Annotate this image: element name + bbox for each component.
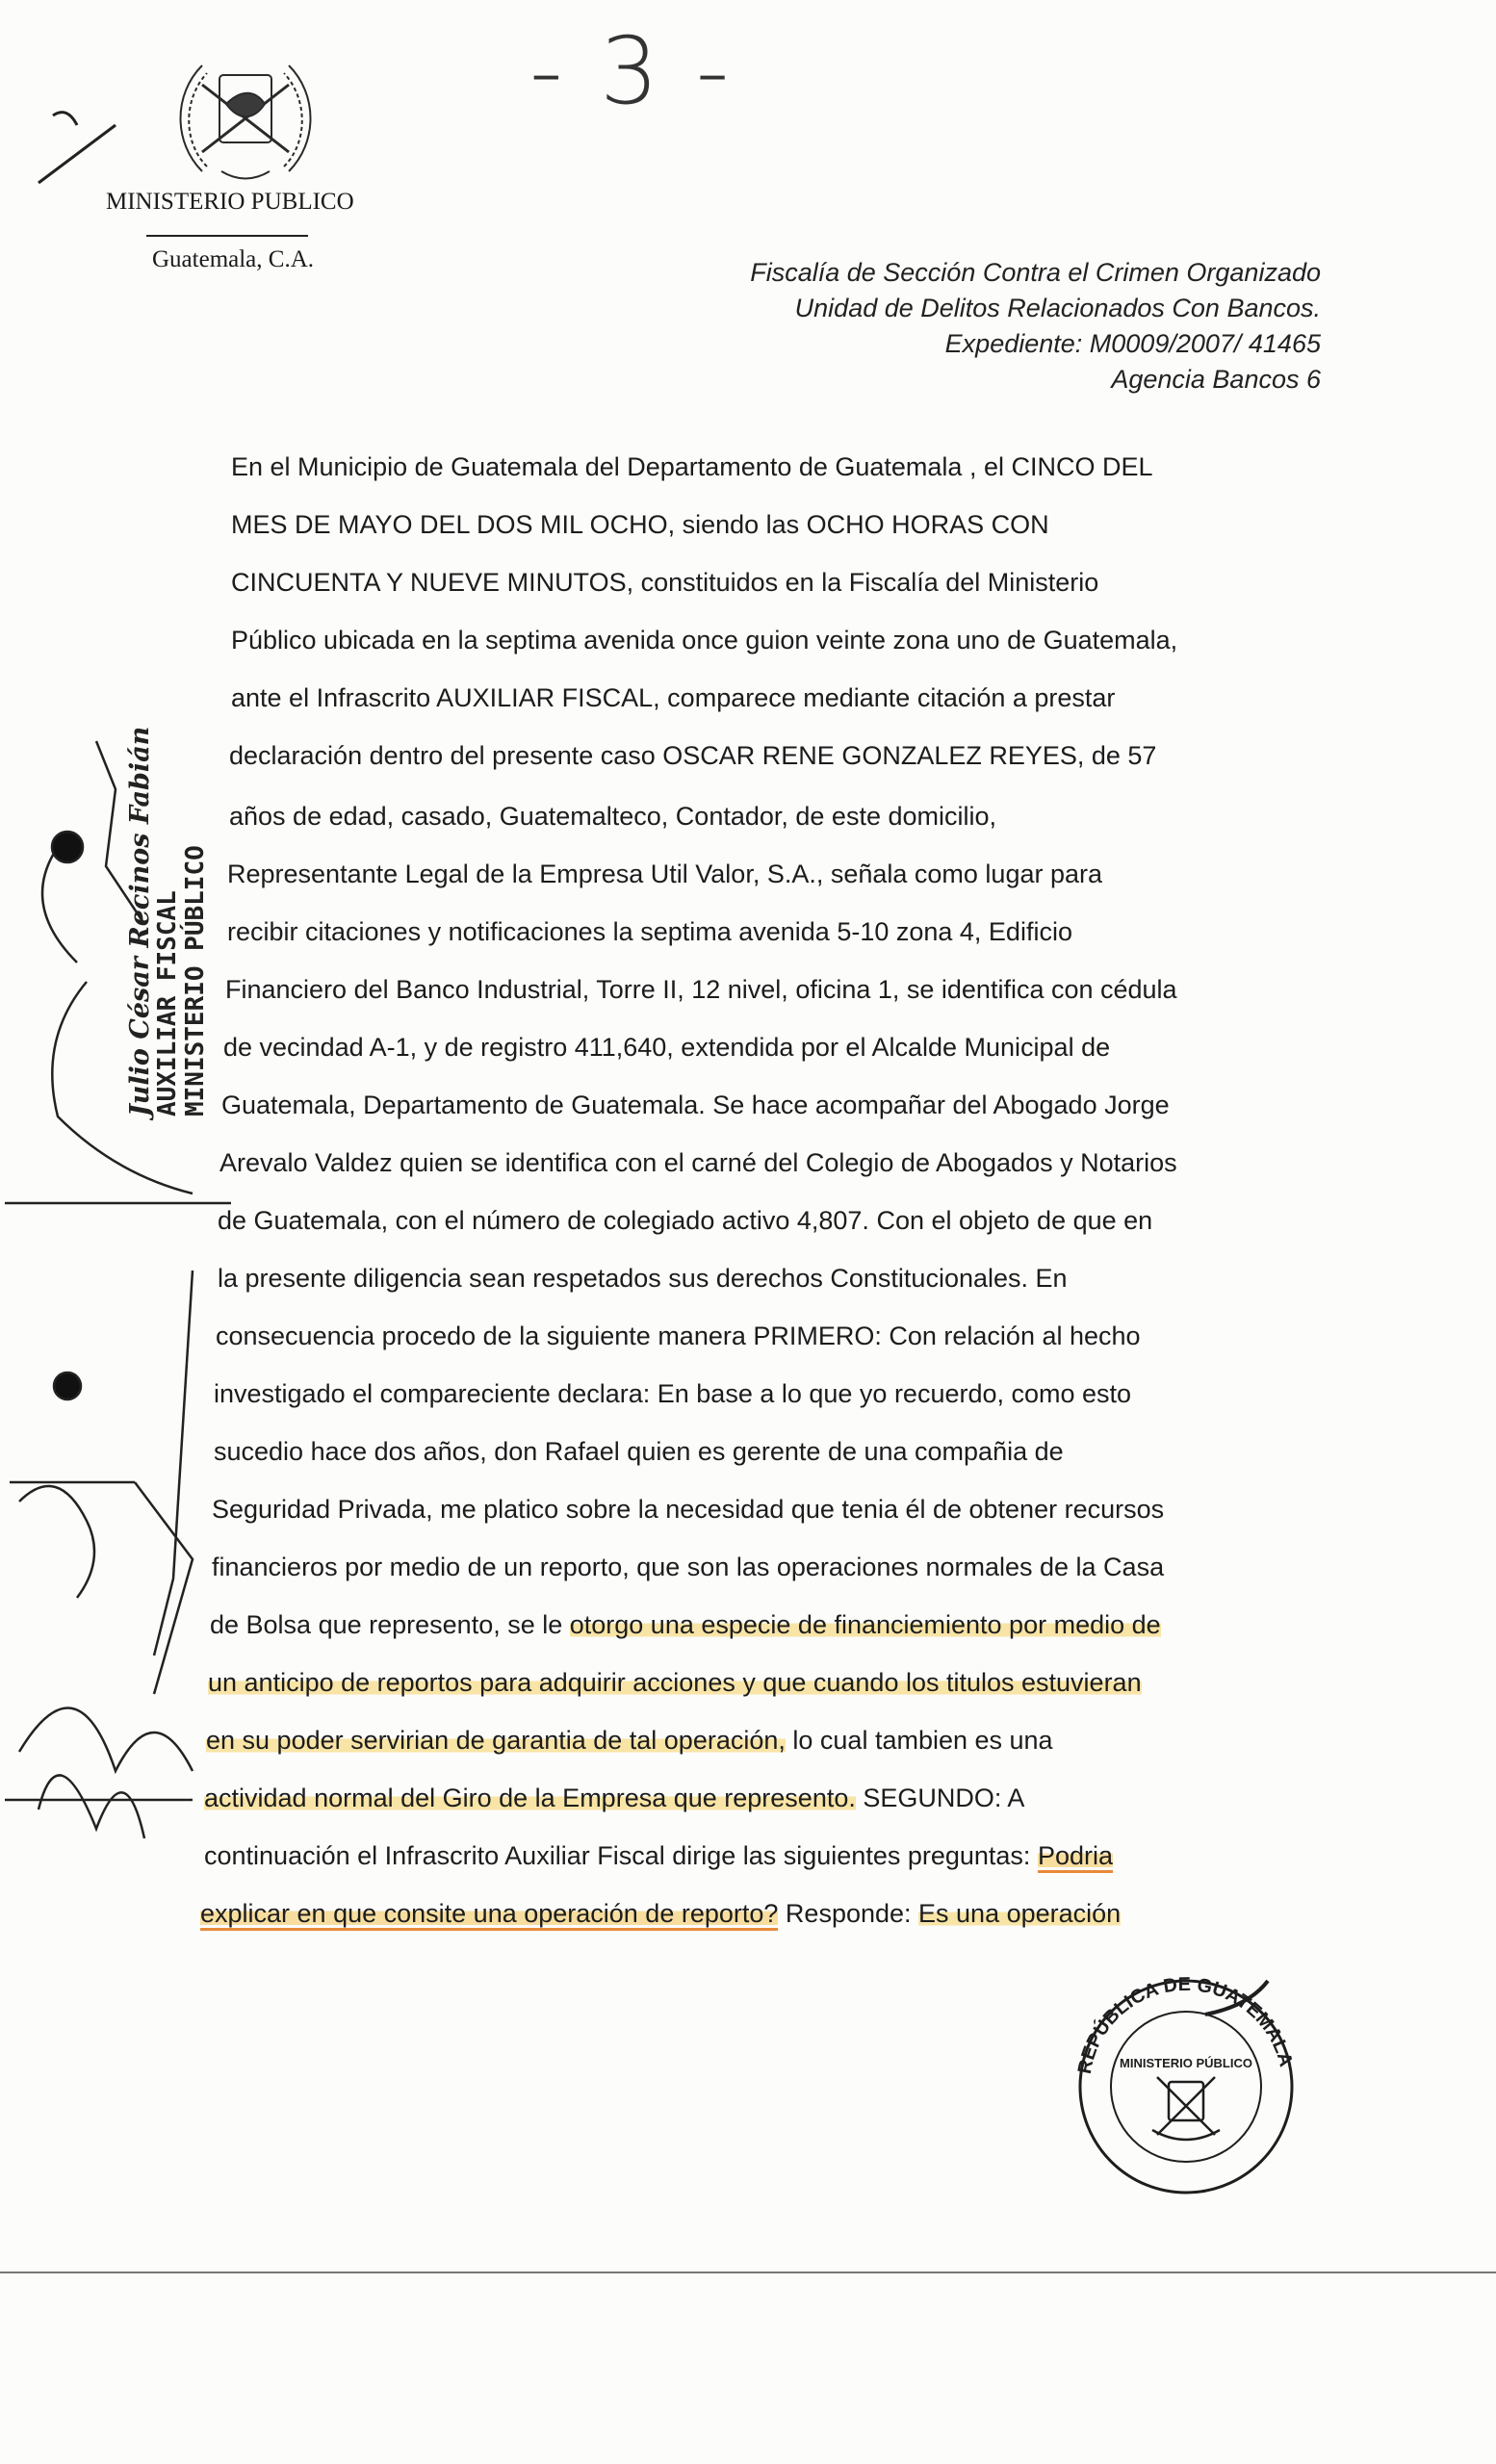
body-line: financieros por medio de un reporto, que son las operaciones normales de la Casa: [212, 1553, 1165, 1581]
auxiliar-signature: Julio César Recinos Fabián: [125, 726, 155, 1116]
highlighted-text: actividad normal del Giro de la Empresa que represento.: [204, 1784, 856, 1812]
body-line: Arevalo Valdez quien se identifica con el carné del Colegio de Abogados y Notarios: [219, 1148, 1177, 1177]
highlighted-question: explicar en que consite una operación de reporto?: [200, 1899, 778, 1931]
body-line-partially-highlighted: [204, 1841, 1113, 1871]
body-line: de vecindad A-1, y de registro 411,640, extendida por el Alcalde Municipal de: [223, 1033, 1111, 1062]
body-line-highlighted: [208, 1668, 1142, 1698]
body-line: investigado el compareciente declara: En base a lo que yo recuerdo, como esto: [214, 1379, 1132, 1408]
body-line: En el Municipio de Guatemala del Departamento de Guatemala , el CINCO DEL: [231, 452, 1153, 481]
body-line: sucedio hace dos años, don Rafael quien es gerente de una compañia de: [214, 1437, 1064, 1466]
plain-text: de Bolsa que represento, se le: [210, 1610, 570, 1639]
body-line: años de edad, casado, Guatemalteco, Contador, de este domicilio,: [229, 802, 997, 831]
body-line: Público ubicada en la septima avenida once guion veinte zona uno de Guatemala,: [231, 626, 1178, 654]
case-file-number: Expediente: M0009/2007/ 41465: [944, 329, 1321, 358]
page-bottom-edge: [0, 2272, 1496, 2273]
prosecutor-unit-line: Fiscalía de Sección Contra el Crimen Organizado: [750, 258, 1321, 287]
auxiliar-fiscal-stamp: [154, 845, 210, 1116]
body-line: Financiero del Banco Industrial, Torre II, 12 nivel, oficina 1, se identifica con cédula: [225, 975, 1177, 1004]
seal-outer-text: REPÚBLICA DE GUATEMALA: [1073, 1973, 1297, 2076]
highlighted-text: en su poder servirian de garantia de tal operación,: [206, 1726, 786, 1755]
highlighted-text: un anticipo de reportos para adquirir acciones y que cuando los titulos estuvieran: [208, 1668, 1142, 1697]
highlighted-text: otorgo una especie de financiemiento por medio de: [569, 1610, 1161, 1639]
handwritten-page-number: - 3 -: [529, 17, 734, 125]
highlighted-answer-start: Es una operación: [918, 1899, 1122, 1928]
body-line: Representante Legal de la Empresa Util Valor, S.A., señala como lugar para: [227, 860, 1103, 888]
body-line: Guatemala, Departamento de Guatemala. Se hace acompañar del Abogado Jorge: [221, 1091, 1170, 1119]
body-line: consecuencia procedo de la siguiente manera PRIMERO: Con relación al hecho: [216, 1322, 1141, 1350]
plain-text: SEGUNDO: A: [855, 1784, 1025, 1812]
agency-number: Agencia Bancos 6: [1111, 365, 1321, 394]
agency-name: MINISTERIO PUBLICO: [106, 189, 354, 215]
highlighted-question-start: Podria: [1038, 1841, 1113, 1873]
stamp-title: AUXILIAR FISCAL: [153, 890, 182, 1116]
body-line-partially-highlighted: [206, 1726, 1053, 1756]
body-line: MES DE MAYO DEL DOS MIL OCHO, siendo las OCHO HORAS CON: [231, 510, 1049, 539]
body-line-partially-highlighted: [200, 1899, 1121, 1929]
body-line: recibir citaciones y notificaciones la septima avenida 5-10 zona 4, Edificio: [227, 917, 1072, 946]
body-line: Seguridad Privada, me platico sobre la necesidad que tenia él de obtener recursos: [212, 1495, 1165, 1524]
bank-crimes-unit-line: Unidad de Delitos Relacionados Con Bancos.: [794, 294, 1321, 322]
city-line: Guatemala, C.A.: [152, 246, 315, 272]
body-line: CINCUENTA Y NUEVE MINUTOS, constituidos en la Fiscalía del Ministerio: [231, 568, 1099, 597]
body-line-partially-highlighted: [210, 1610, 1161, 1640]
body-line: declaración dentro del presente caso OSCAR RENE GONZALEZ REYES, de 57: [229, 741, 1157, 770]
seal-inner-text: MINISTERIO PÚBLICO: [1120, 2056, 1252, 2070]
plain-text: Responde:: [778, 1899, 919, 1928]
body-line-partially-highlighted: [204, 1784, 1024, 1813]
body-line: la presente diligencia sean respetados sus derechos Constitucionales. En: [218, 1264, 1068, 1293]
plain-text: lo cual tambien es una: [785, 1726, 1053, 1755]
body-line: de Guatemala, con el número de colegiado activo 4,807. Con el objeto de que en: [218, 1206, 1153, 1235]
plain-text: continuación el Infrascrito Auxiliar Fiscal dirige las siguientes preguntas:: [204, 1841, 1038, 1870]
stamp-institution: MINISTERIO PÚBLICO: [181, 845, 210, 1116]
official-round-seal: [1061, 1971, 1311, 2202]
body-line: ante el Infrascrito AUXILIAR FISCAL, comparece mediante citación a prestar: [231, 683, 1116, 712]
